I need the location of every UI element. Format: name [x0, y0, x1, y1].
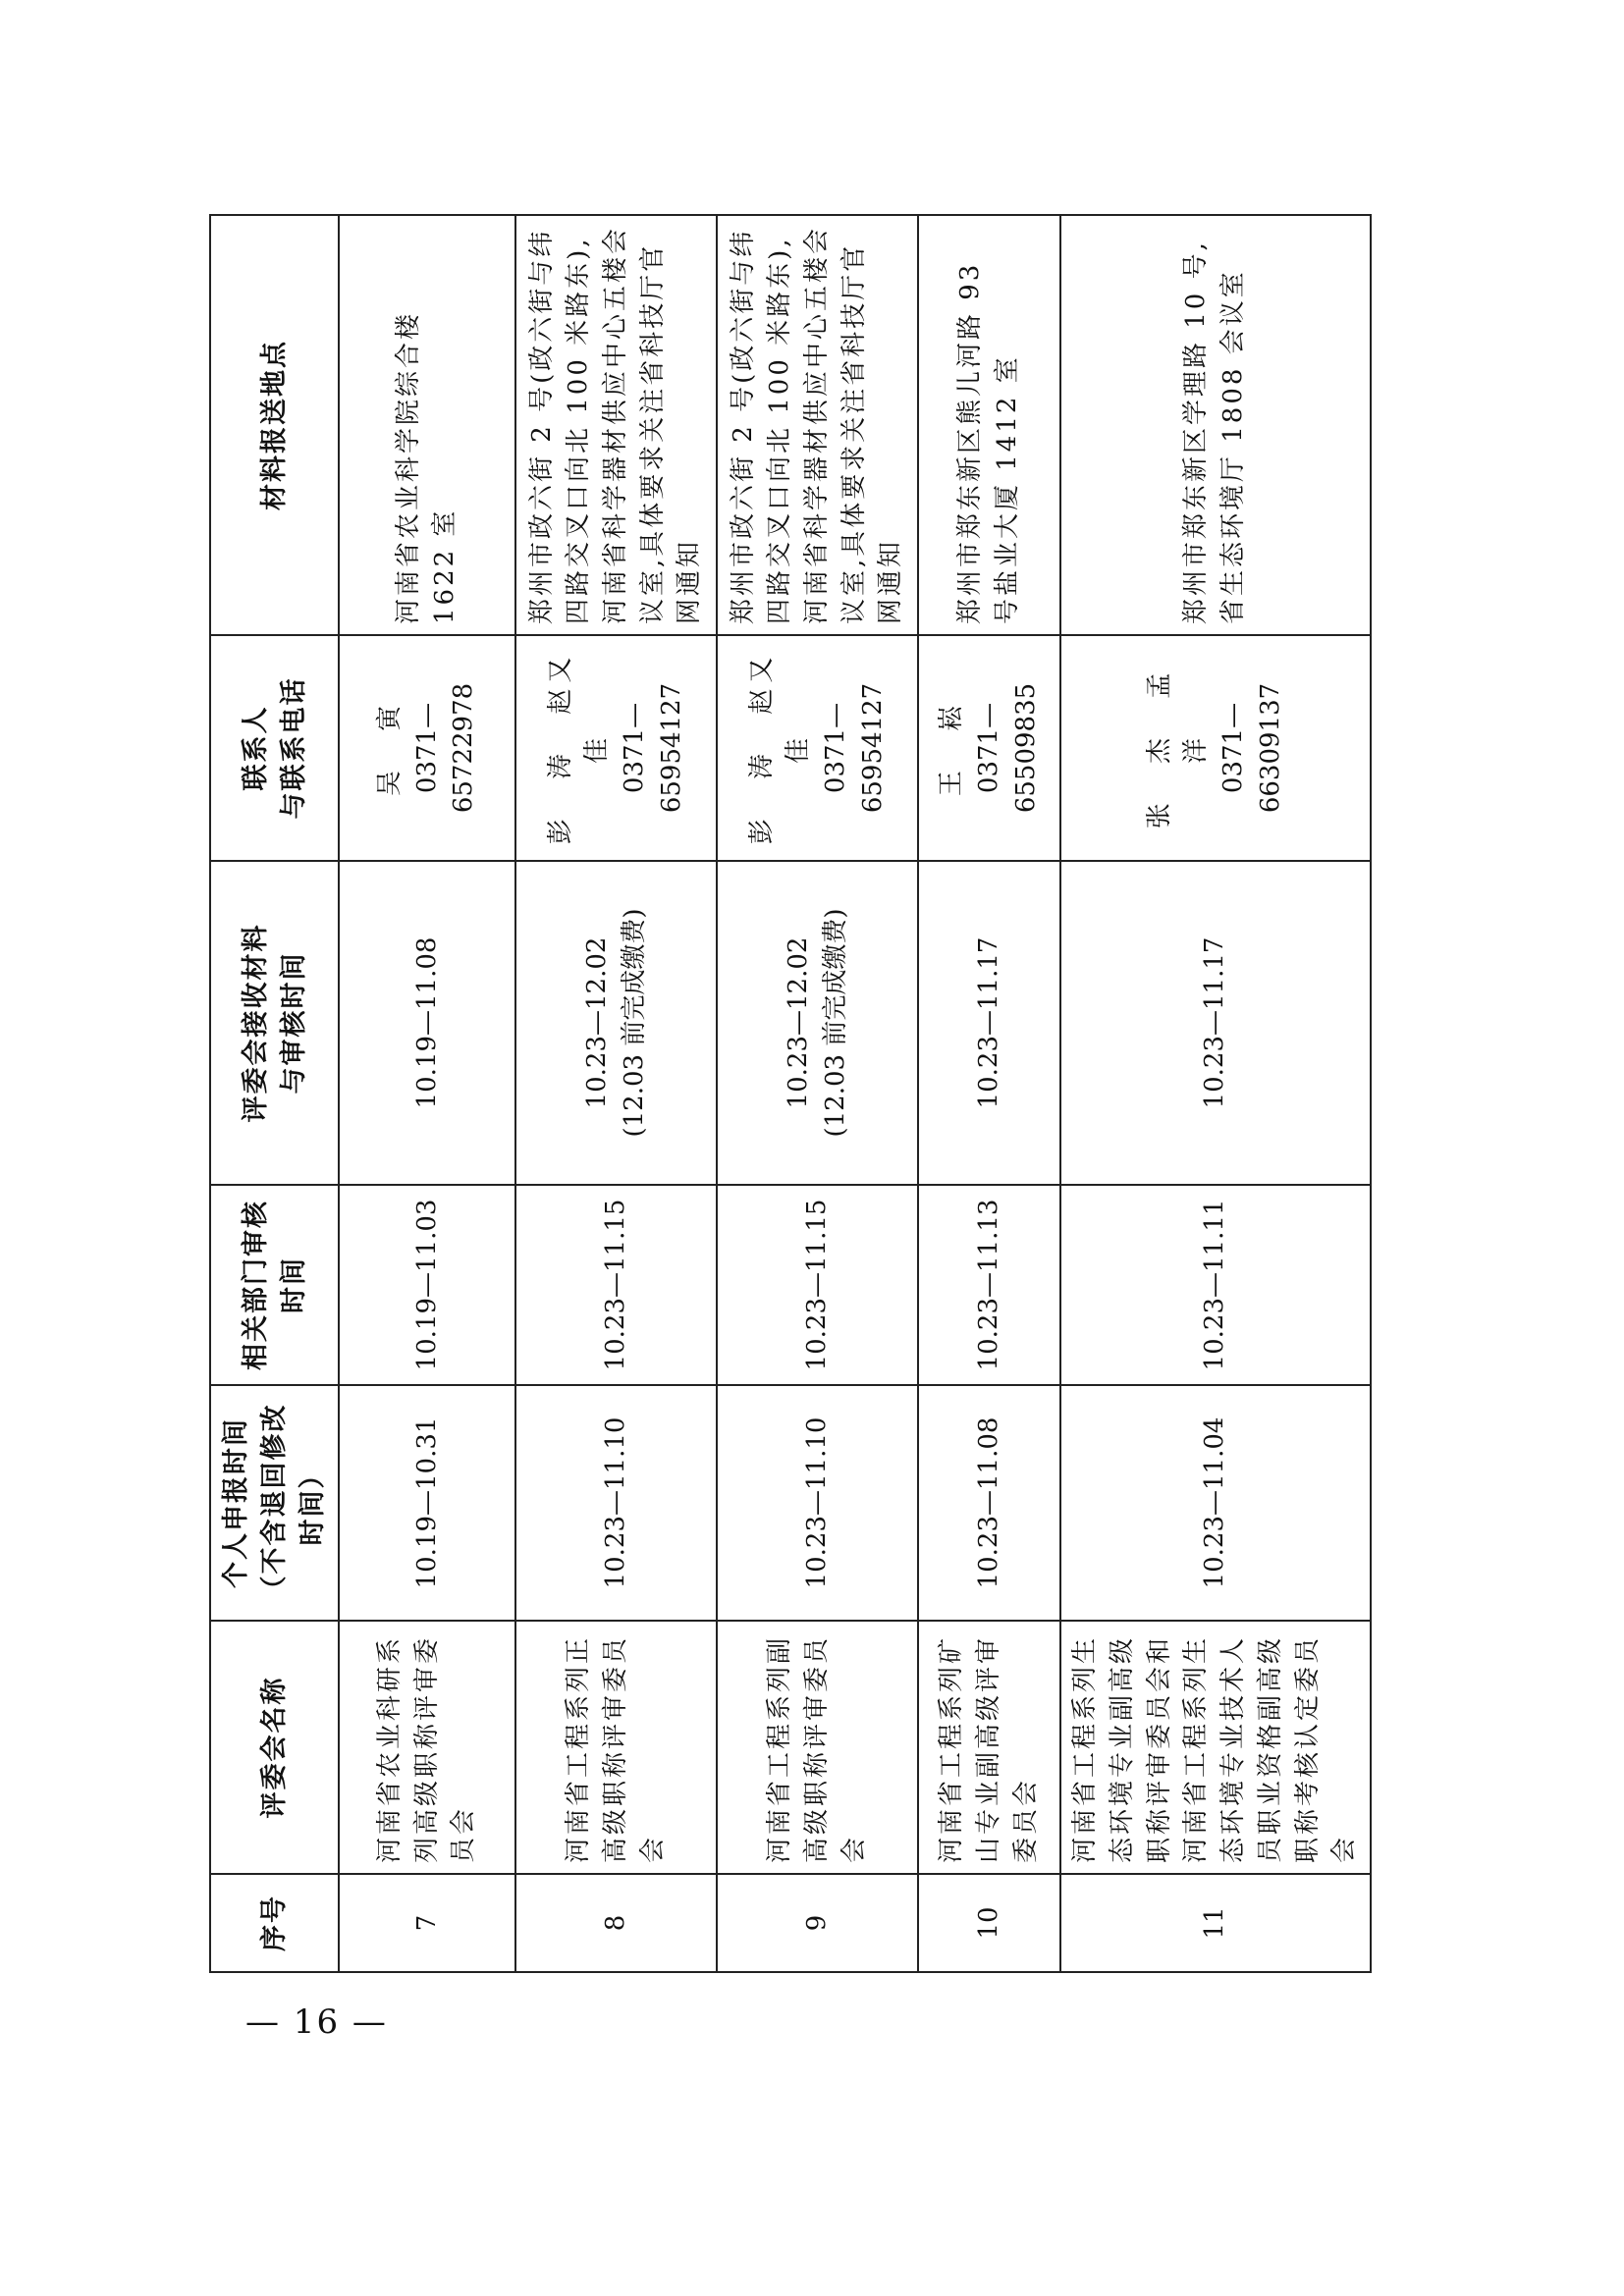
row-seq: 8 — [515, 1874, 717, 1972]
header-row — [210, 215, 339, 1972]
row-location: 郑州市郑东新区熊儿河路 93 号盐业大厦 1412 室 — [918, 215, 1060, 635]
header-personal-line2: （不含退回修改时间） — [259, 1403, 329, 1603]
row-seq: 11 — [1060, 1874, 1371, 1972]
row-contact — [717, 635, 918, 861]
row-committee: 河南省农业科研系列高级职称评审委员会 — [339, 1621, 515, 1874]
row-receive-range: 10.23—12.02 — [784, 936, 814, 1109]
row-personal-time: 10.19—10.31 — [339, 1385, 515, 1621]
row-committee: 河南省工程系列正高级职称评审委员会 — [515, 1621, 717, 1874]
header-contact — [210, 635, 339, 861]
row-contact — [1060, 635, 1371, 861]
row-contact-name: 吴 寅 — [374, 699, 405, 797]
row-contact-phone: 0371—65954127 — [619, 682, 686, 814]
row-contact — [339, 635, 515, 861]
row-dept-time: 10.23—11.13 — [918, 1185, 1060, 1385]
table-row — [1060, 215, 1371, 1972]
table-row — [339, 215, 515, 1972]
row-seq: 10 — [918, 1874, 1060, 1972]
header-dept-time — [210, 1185, 339, 1385]
header-personal-time — [210, 1385, 339, 1621]
row-contact-name: 彭 涛 赵又佳 — [746, 651, 814, 845]
row-receive-range: 10.23—11.17 — [1200, 936, 1230, 1109]
row-contact — [515, 635, 717, 861]
header-seq: 序号 — [210, 1874, 339, 1972]
row-receive-time — [515, 861, 717, 1185]
row-contact-phone: 0371—65954127 — [820, 682, 888, 814]
row-committee: 河南省工程系列生态环境专业副高级职称评审委员会和河南省工程系列生态环境专业技术人员职业资格副高级职称考核认定委员会 — [1060, 1621, 1371, 1874]
row-receive-time — [717, 861, 918, 1185]
header-dept-line2: 时间 — [278, 1256, 309, 1313]
row-receive-time — [918, 861, 1060, 1185]
row-personal-time: 10.23—11.10 — [717, 1385, 918, 1621]
header-receive-line2: 与审核时间 — [278, 951, 309, 1095]
row-contact-phone: 0371—66309137 — [1218, 682, 1285, 814]
table-row — [515, 215, 717, 1972]
header-committee: 评委会名称 — [210, 1621, 339, 1874]
row-location: 河南省农业科学院综合楼 1622 室 — [339, 215, 515, 635]
row-receive-range: 10.19—11.08 — [411, 936, 442, 1109]
row-dept-time: 10.23—11.11 — [1060, 1185, 1371, 1385]
row-contact — [918, 635, 1060, 861]
evaluation-schedule-table — [209, 214, 1372, 1973]
row-receive-note: (12.03 前完成缴费) — [619, 908, 649, 1138]
header-contact-line1: 联系人 — [240, 705, 271, 791]
header-personal-line1: 个人申报时间 — [221, 1417, 251, 1588]
row-location: 郑州市政六街 2 号(政六街与纬四路交叉口向北 100 米路东),河南省科学器材供应中心五楼会议室,具体要求关注省科技厅官网通知 — [717, 215, 918, 635]
row-receive-time — [339, 861, 515, 1185]
row-seq: 7 — [339, 1874, 515, 1972]
page-number: — 16 — — [245, 2002, 388, 2042]
header-receive-line1: 评委会接收材料 — [240, 923, 271, 1123]
row-dept-time: 10.23—11.15 — [717, 1185, 918, 1385]
row-contact-name: 张 杰 孟 洋 — [1144, 667, 1212, 829]
row-personal-time: 10.23—11.10 — [515, 1385, 717, 1621]
row-contact-name: 彭 涛 赵又佳 — [545, 651, 613, 845]
row-dept-time: 10.19—11.03 — [339, 1185, 515, 1385]
row-committee: 河南省工程系列副高级职称评审委员会 — [717, 1621, 918, 1874]
row-receive-time — [1060, 861, 1371, 1185]
header-contact-line2: 与联系电话 — [278, 676, 309, 820]
row-committee: 河南省工程系列矿山专业副高级评审委员会 — [918, 1621, 1060, 1874]
rotated-table-container — [209, 216, 1365, 1973]
table-row — [717, 215, 918, 1972]
row-contact-name: 王 崧 — [937, 699, 967, 797]
row-seq: 9 — [717, 1874, 918, 1972]
row-location: 郑州市政六街 2 号(政六街与纬四路交叉口向北 100 米路东),河南省科学器材供应中心五楼会议室,具体要求关注省科技厅官网通知 — [515, 215, 717, 635]
header-dept-line1: 相关部门审核 — [240, 1200, 271, 1370]
row-receive-range: 10.23—11.17 — [974, 936, 1004, 1109]
table-row — [918, 215, 1060, 1972]
row-personal-time: 10.23—11.04 — [1060, 1385, 1371, 1621]
row-location: 郑州市郑东新区学理路 10 号,省生态环境厅 1808 会议室 — [1060, 215, 1371, 635]
row-personal-time: 10.23—11.08 — [918, 1385, 1060, 1621]
header-receive-time — [210, 861, 339, 1185]
row-dept-time: 10.23—11.15 — [515, 1185, 717, 1385]
row-contact-phone: 0371—65509835 — [974, 682, 1041, 814]
row-receive-range: 10.23—12.02 — [582, 936, 613, 1109]
header-location: 材料报送地点 — [210, 215, 339, 635]
row-receive-note: (12.03 前完成缴费) — [820, 908, 850, 1138]
row-contact-phone: 0371—65722978 — [411, 682, 479, 814]
